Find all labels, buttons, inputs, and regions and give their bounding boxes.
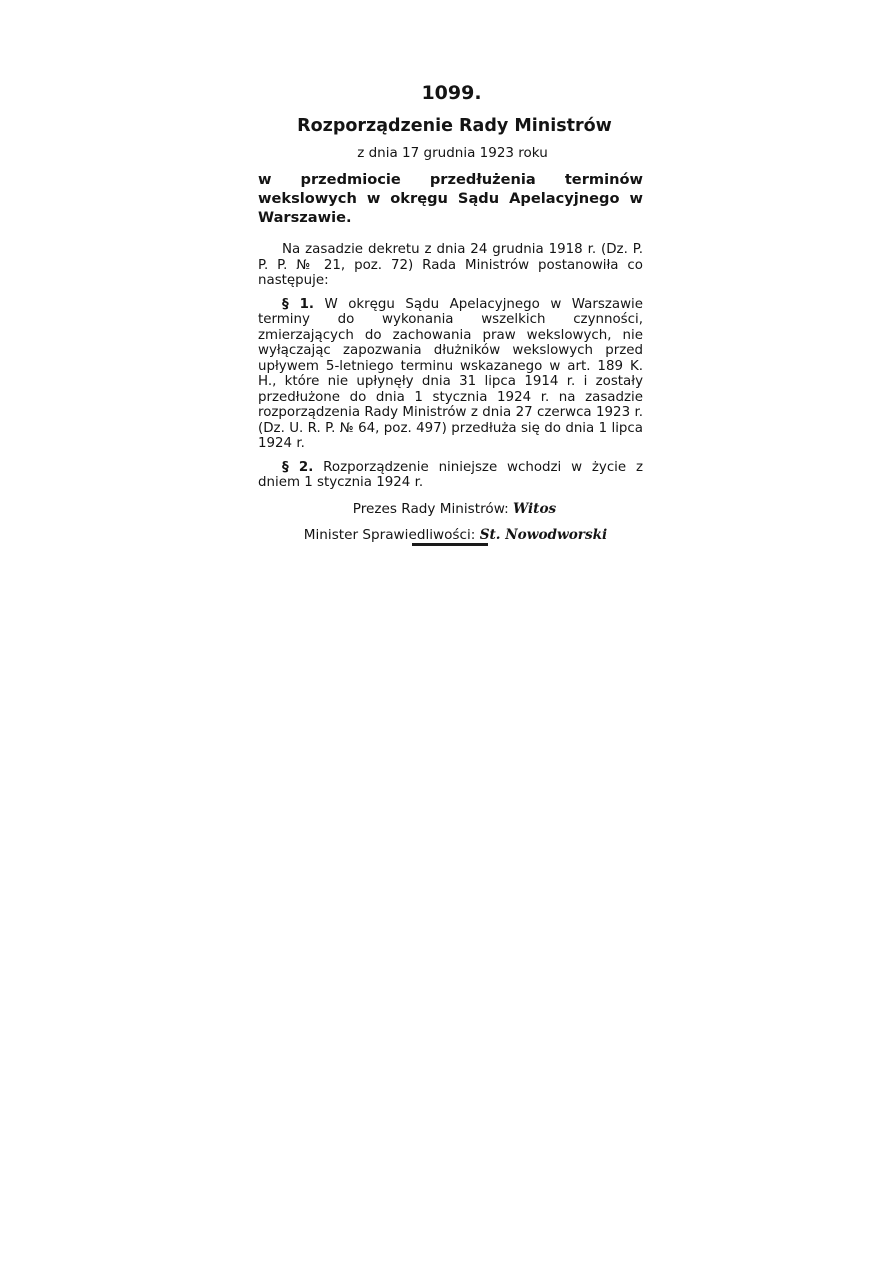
signature-1-role: Prezes Rady Ministrów: bbox=[352, 500, 509, 517]
section-2-text: Rozporządzenie niniejsze wchodzi w życie z dniem 1 stycznia 1924 r. bbox=[258, 459, 643, 490]
signature-2-name: St. Nowodworski bbox=[479, 526, 608, 543]
section-1-paragraph bbox=[258, 297, 643, 452]
document-title: Rozporządzenie Rady Ministrów bbox=[297, 116, 612, 136]
signature-2-role: Minister Sprawiedliwości: bbox=[303, 526, 476, 543]
signature-1-name: Witos bbox=[512, 500, 557, 517]
signature-justice-minister bbox=[258, 525, 643, 545]
end-divider-rule bbox=[412, 543, 488, 546]
section-1-text: W okręgu Sądu Apelacyjnego w Warszawie terminy do wykonania wszelkich czynności, zmierzających do zachowania praw wekslowych, nie wyłączając zapozwania dłużników wekslowych przed upływem 5-letniego terminu wskazanego w art. 189 K. H., które nie upłynęły dnia 31 lipca 1914 r. i zostały przedłużone do dnia 1 stycznia 1924 r. na zasadzie rozporządzenia Rady Ministrów z dnia 27 czerwca 1923 r. (Dz. U. R. P. № 64, poz. 497) przedłuża się do dnia 1 lipca 1924 r. bbox=[258, 296, 643, 451]
preamble-paragraph: Na zasadzie dekretu z dnia 24 grudnia 1918 r. (Dz. P. P. P. № 21, poz. 72) Rada Ministrów postanowiła co następuje: bbox=[258, 242, 643, 288]
section-2-mark: § 2. bbox=[282, 459, 314, 475]
section-1-mark: § 1. bbox=[282, 296, 314, 312]
document-subject: w przedmiocie przedłużenia terminów wekslowych w okręgu Sądu Apelacyjnego w Warszawie. bbox=[258, 171, 643, 226]
document-number: 1099. bbox=[421, 82, 482, 104]
signature-prime-minister bbox=[258, 499, 643, 519]
document-date: z dnia 17 grudnia 1923 roku bbox=[357, 145, 548, 161]
section-2-paragraph bbox=[258, 460, 643, 491]
regulation-document bbox=[258, 80, 643, 545]
